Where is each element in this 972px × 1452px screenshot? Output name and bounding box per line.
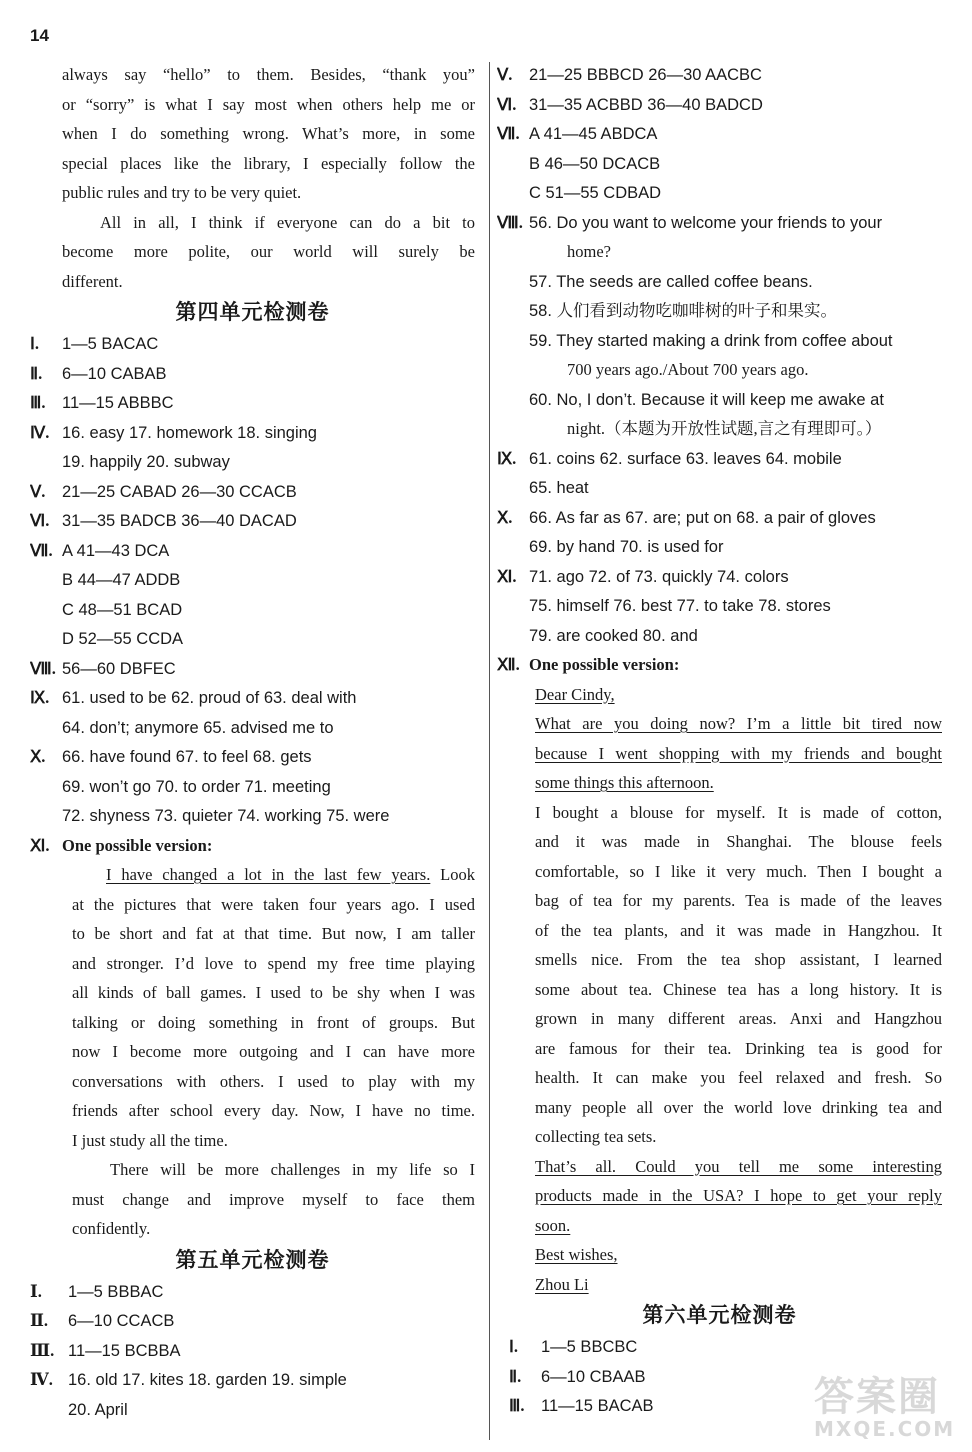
answer-text: 1—5 BBCBC <box>541 1338 638 1356</box>
answer-text: C 51—55 CDBAD <box>529 184 662 202</box>
answer-row <box>497 296 942 326</box>
section-number: Ⅵ. <box>30 511 50 530</box>
section-number: Ⅰ. <box>30 334 39 353</box>
answer-text: 16. easy 17. homework 18. singing <box>62 423 317 442</box>
letter-name <box>535 1270 942 1300</box>
answer-row <box>497 562 942 592</box>
underlined-sentence: What are you doing now? I’m a little bit tired now <box>535 714 942 733</box>
section-number: Ⅱ. <box>30 363 43 383</box>
underlined-sentence: I have changed a lot in the last few years. <box>106 865 431 884</box>
essay-line: friends after school every day. Now, I have no time. <box>72 1101 475 1120</box>
answer-row <box>30 359 475 389</box>
answer-row <box>497 532 942 562</box>
section-number: Ⅹ. <box>30 747 46 766</box>
answer-text: 21—25 BBBCD 26—30 AACBC <box>529 66 762 84</box>
section-number: Ⅴ. <box>30 481 46 501</box>
section-number: Ⅶ. <box>30 540 53 560</box>
left-column <box>30 60 475 1424</box>
section-number: Ⅶ. <box>497 124 520 143</box>
answer-row <box>30 713 475 743</box>
watermark-logo <box>814 1376 954 1444</box>
essay-line: or “sorry” is what I say most when others help me or <box>62 94 475 114</box>
answer-row <box>497 1332 942 1362</box>
essay-ending <box>30 60 475 296</box>
letter-line: health. It can make you feel relaxed and fresh. So <box>535 1068 942 1087</box>
answer-row <box>30 388 475 418</box>
section-number: Ⅹ. <box>497 507 513 527</box>
essay-line: There will be more challenges in my life so I <box>110 1160 475 1179</box>
letter-line: some about tea. Chinese tea has a long history. It is <box>535 979 942 999</box>
answer-text: 6—10 CABAB <box>62 364 167 383</box>
letter-line <box>535 1152 942 1182</box>
answer-text: 58. 人们看到动物吃咖啡树的叶子和果实。 <box>529 302 838 320</box>
answer-row <box>497 60 942 90</box>
letter-line: many people all over the world love drinking tea and <box>535 1097 942 1117</box>
unit5-answers <box>30 1277 475 1425</box>
answer-row <box>30 536 475 566</box>
essay-text: Look <box>430 865 475 884</box>
answer-row <box>497 355 942 385</box>
answer-text: A 41—45 ABDCA <box>529 125 658 143</box>
answer-row <box>497 473 942 503</box>
underlined-sentence: because I went shopping with my friends and bought <box>535 743 942 763</box>
section-number: Ⅷ. <box>497 212 523 232</box>
answer-row <box>30 506 475 536</box>
answer-text: 6—10 CCACB <box>68 1312 175 1330</box>
unit4-answers <box>30 329 475 860</box>
answer-text: 11—15 BACAB <box>541 1397 654 1415</box>
answer-text: 75. himself 76. best 77. to take 78. stores <box>529 597 831 615</box>
answer-row <box>497 237 942 267</box>
essay-line: All in all, I think if everyone can do a bit to <box>100 212 475 232</box>
essay-line: special places like the library, I especially follow the <box>62 153 475 173</box>
essay-line: always say “hello” to them. Besides, “thank you” <box>62 65 475 84</box>
section-number: Ⅻ. <box>497 655 520 674</box>
answer-text: 20. April <box>68 1400 128 1419</box>
answer-text: B 46—50 DCACB <box>529 154 661 173</box>
section-number: Ⅵ. <box>497 94 517 114</box>
page-number: 14 <box>30 26 49 45</box>
answer-text: 700 years ago./About 700 years ago. <box>567 360 809 379</box>
answer-row <box>497 444 942 474</box>
answer-row <box>497 591 942 621</box>
section-number: Ⅱ. <box>509 1366 522 1386</box>
answer-row <box>30 595 475 625</box>
underlined-sentence: products made in the USA? I hope to get your reply <box>535 1186 942 1205</box>
answer-row <box>30 1395 475 1425</box>
answer-row <box>30 772 475 802</box>
essay-line: conversations with others. I used to play with my <box>72 1071 475 1091</box>
answer-row <box>30 1365 475 1395</box>
answer-row <box>30 801 475 831</box>
answer-row <box>497 621 942 651</box>
answer-text: C 48—51 BCAD <box>62 600 183 619</box>
answer-row <box>30 1306 475 1336</box>
letter-greeting <box>535 680 942 710</box>
essay-line: must change and improve myself to face them <box>72 1189 475 1209</box>
letter-signoff <box>535 1240 942 1270</box>
unit5-continued-answers <box>497 60 942 680</box>
right-column <box>497 60 942 1421</box>
answer-text: 6—10 CBAAB <box>541 1367 646 1386</box>
letter-line <box>535 1181 942 1211</box>
section-number: Ⅲ. <box>30 393 46 412</box>
answer-row <box>30 477 475 507</box>
essay-line: all kinds of ball games. I used to be shy when I was <box>72 983 475 1002</box>
answer-row <box>497 149 942 179</box>
answer-row <box>30 624 475 654</box>
answer-text: 31—35 BADCB 36—40 DACAD <box>62 512 297 530</box>
section-number: Ⅰ. <box>30 1281 42 1301</box>
answer-text: 65. heat <box>529 479 589 497</box>
answer-text: 16. old 17. kites 18. garden 19. simple <box>68 1371 347 1389</box>
answer-text: 11—15 BCBBA <box>68 1341 181 1360</box>
section-number: Ⅴ. <box>497 65 513 84</box>
letter-line: and it was made in Shanghai. The blouse feels <box>535 832 942 851</box>
letter-line: smells nice. From the tea shop assistant, I learned <box>535 950 942 969</box>
letter-line <box>535 1211 942 1241</box>
answer-row <box>497 267 942 297</box>
answer-text: 61. used to be 62. proud of 63. deal with <box>62 689 357 707</box>
underlined-sentence: some things this afternoon. <box>535 773 714 792</box>
answer-text: 56—60 DBFEC <box>62 659 176 678</box>
essay-line: when I do something wrong. What’s more, in some <box>62 124 475 143</box>
watermark-text: 答案圈 <box>814 1374 940 1420</box>
section-number: Ⅸ. <box>497 448 517 468</box>
answer-text: 31—35 ACBBD 36—40 BADCD <box>529 95 763 114</box>
answer-text: 66. As far as 67. are; put on 68. a pair of gloves <box>529 508 876 527</box>
answer-row <box>497 650 942 680</box>
watermark-url: MXQE.COM <box>814 1417 956 1441</box>
essay-line: become more polite, our world will surely be <box>62 242 475 261</box>
answer-text: 11—15 ABBBC <box>62 394 174 412</box>
essay-line: at the pictures that were taken four years ago. I used <box>72 894 475 914</box>
model-letter <box>497 680 942 1300</box>
section-number: Ⅸ. <box>30 688 50 707</box>
answer-text: 19. happily 20. subway <box>62 453 230 471</box>
answer-text: 61. coins 62. surface 63. leaves 64. mobile <box>529 449 842 468</box>
answer-row <box>30 742 475 772</box>
essay-line: confidently. <box>72 1219 151 1238</box>
letter-line: bag of tea for my parents. Tea is made of the leaves <box>535 891 942 910</box>
answer-text: D 52—55 CCDA <box>62 630 184 648</box>
answer-text: B 44—47 ADDB <box>62 571 181 589</box>
answer-text: A 41—43 DCA <box>62 541 170 560</box>
section-number: Ⅰ. <box>509 1337 518 1356</box>
unit6-title: 第六单元检测卷 <box>642 1303 797 1327</box>
answer-text: 79. are cooked 80. and <box>529 626 698 645</box>
answer-row <box>30 831 475 861</box>
answer-text: 56. Do you want to welcome your friends to your <box>529 213 883 232</box>
section-number: Ⅺ. <box>30 835 50 855</box>
answer-row <box>497 503 942 533</box>
letter-line: collecting tea sets. <box>535 1127 657 1146</box>
letter-line: are famous for their tea. Drinking tea is good for <box>535 1038 942 1058</box>
answer-text: home? <box>567 242 611 261</box>
answer-text: 21—25 CABAD 26—30 CCACB <box>62 482 297 501</box>
section-number: Ⅲ. <box>509 1396 525 1415</box>
version-label: One possible version: <box>62 835 213 855</box>
underlined-sentence: That’s all. Could you tell me some interesting <box>535 1156 942 1176</box>
essay-line: public rules and try to be very quiet. <box>62 183 302 202</box>
letter-line: I bought a blouse for myself. It is made of cotton, <box>535 802 942 822</box>
essay-line: to be short and fat at that time. But now, I am taller <box>72 924 475 943</box>
section-number: Ⅳ. <box>30 422 50 442</box>
section-number: Ⅺ. <box>497 566 517 586</box>
answer-row <box>30 447 475 477</box>
answer-text: 1—5 BACAC <box>62 335 159 353</box>
letter-line <box>535 709 942 739</box>
name-text: Zhou Li <box>535 1274 589 1294</box>
essay-line: and stronger. I’d love to spend my free time playing <box>72 953 475 973</box>
version-label: One possible version: <box>529 655 680 674</box>
answer-row <box>30 1336 475 1366</box>
signoff-text: Best wishes, <box>535 1245 618 1264</box>
section-number: Ⅷ. <box>30 658 56 678</box>
section-number: Ⅲ. <box>30 1340 55 1360</box>
answer-row <box>30 565 475 595</box>
essay-line: different. <box>62 271 123 291</box>
greeting-text: Dear Cindy, <box>535 684 615 704</box>
unit5-title: 第五单元检测卷 <box>175 1247 330 1272</box>
essay-line <box>30 860 475 890</box>
essay-line: now I become more outgoing and I can have more <box>72 1042 475 1061</box>
section-number: Ⅱ. <box>30 1311 49 1330</box>
answer-text: 69. won’t go 70. to order 71. meeting <box>62 777 331 796</box>
letter-line: comfortable, so I like it very much. Then I bought a <box>535 861 942 881</box>
answer-row <box>497 414 942 444</box>
answer-row <box>497 119 942 149</box>
letter-line <box>535 768 942 798</box>
answer-text: 59. They started making a drink from coffee about <box>529 331 893 350</box>
answer-text: 64. don’t; anymore 65. advised me to <box>62 718 334 737</box>
essay-line: I just study all the time. <box>72 1130 228 1150</box>
unit4-title: 第四单元检测卷 <box>175 300 330 324</box>
column-divider <box>489 62 490 1440</box>
unit4-essay <box>30 860 475 1244</box>
letter-line: of the tea plants, and it was made in Hangzhou. It <box>535 920 942 940</box>
answer-text: 71. ago 72. of 73. quickly 74. colors <box>529 567 789 586</box>
answer-text: 66. have found 67. to feel 68. gets <box>62 748 312 766</box>
answer-row <box>497 208 942 238</box>
section-number: Ⅳ. <box>30 1370 53 1389</box>
answer-text: night.（本题为开放性试题,言之有理即可。） <box>567 419 882 438</box>
answer-row <box>497 90 942 120</box>
answer-row <box>497 385 942 415</box>
answer-text: 1—5 BBBAC <box>68 1282 164 1301</box>
answer-row <box>30 683 475 713</box>
answer-row <box>30 418 475 448</box>
essay-line: talking or doing something in front of groups. But <box>72 1012 475 1032</box>
letter-line: grown in many different areas. Anxi and Hangzhou <box>535 1009 942 1028</box>
letter-line <box>535 739 942 769</box>
answer-row <box>30 1277 475 1307</box>
answer-row <box>30 654 475 684</box>
answer-row <box>30 329 475 359</box>
answer-text: 72. shyness 73. quieter 74. working 75. were <box>62 807 390 825</box>
answer-text: 57. The seeds are called coffee beans. <box>529 272 813 291</box>
answer-text: 69. by hand 70. is used for <box>529 538 724 556</box>
answer-text: 60. No, I don’t. Because it will keep me awake at <box>529 390 884 409</box>
answer-row <box>497 326 942 356</box>
answer-row <box>497 178 942 208</box>
underlined-sentence: soon. <box>535 1215 571 1235</box>
